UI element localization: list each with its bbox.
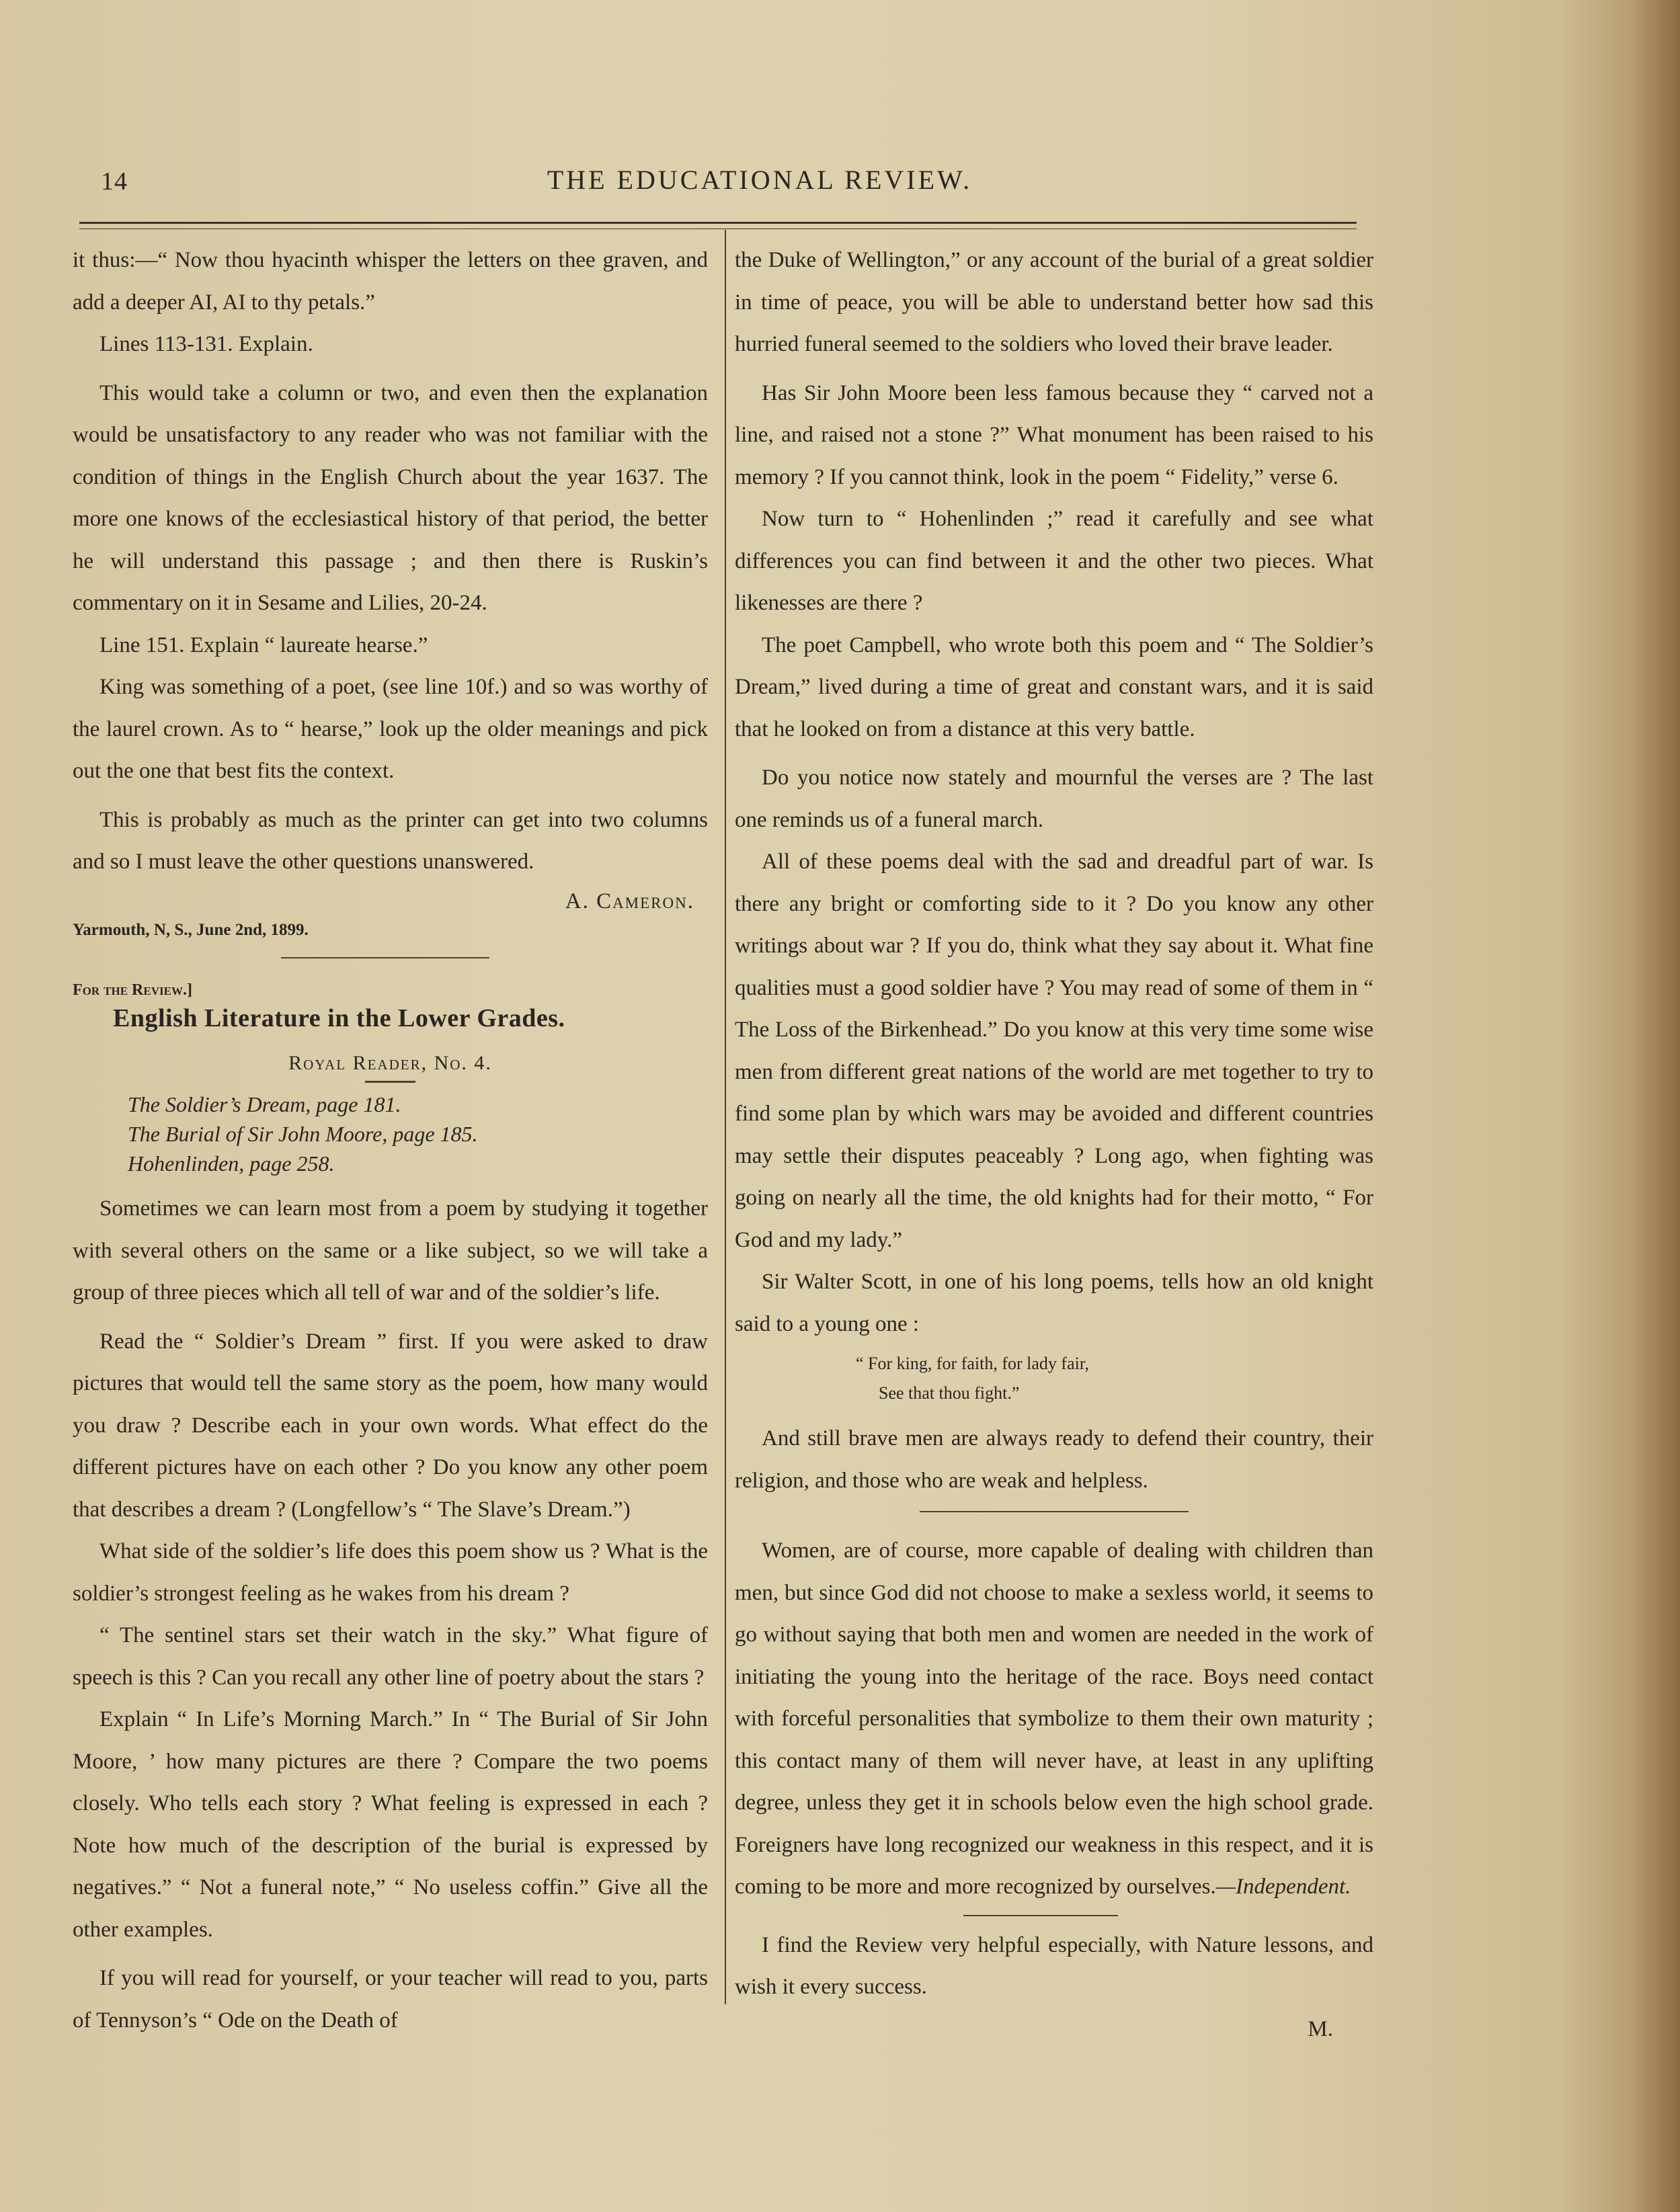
reference-item: The Burial of Sir John Moore, page 185. [128,1122,478,1146]
section-rule [281,957,489,958]
paragraph: If you will read for yourself, or your teacher will read to you, parts of Tennyson’s “ Ode on the Death of [73,1966,708,2033]
paragraph: Line 151. Explain “ laureate hearse.” [99,632,428,657]
paragraph: Explain “ In Life’s Morning March.” In “ The Burial of Sir John Moore, ’ how many pictures are there ? Compare the two poems closely. Who tells each story ? What feeling is expressed in each ? Note how much of the description of the burial is expressed by negatives.” “ Not a funeral note,” “ No useless coffin.” Give all the other examples. [73,1707,708,1942]
for-review-tag: For the Review.] [73,981,192,999]
right-column [735,239,1373,2050]
paragraph: Lines 113-131. Explain. [99,332,313,356]
paragraph: the Duke of Wellington,” or any account of the burial of a great soldier in time of peace, you will be able to understand better how sad this hurried funeral seemed to the soldiers who loved their brave leader. [735,248,1373,356]
dateline: Yarmouth, N, S., June 2nd, 1899. [73,921,309,939]
verse-line: “ For king, for faith, for lady fair, [856,1354,1089,1373]
paragraph: What side of the soldier’s life does this poem show us ? What is the soldier’s strongest feeling as he wakes from his dream ? [73,1539,708,1606]
paragraph: Now turn to “ Hohenlinden ;” read it carefully and see what differences you can find between it and the other two pieces. What likenesses are there ? [735,507,1373,615]
paragraph-text: Women, are of course, more capable of dealing with children than men, but since God did not choose to make a sexless world, it seems to go without saying that both men and women are needed in the work of initiating the young into the heritage of the race. Boys need contact with forceful personalities that symbolize to them their own maturity ; this contact many of them will never have, at least in any uplifting degree, unless they get it in schools below even the high school grade. Foreigners have long recognized our weakness in this respect, and it is coming to be more and more recognized by ourselves. [735,1539,1373,1899]
paragraph: Sir Walter Scott, in one of his long poems, tells how an old knight said to a young one : [735,1270,1373,1336]
left-column [73,239,708,2041]
paragraph: Has Sir John Moore been less famous because they “ carved not a line, and raised not a stone ?” What monument has been raised to his memory ? If you cannot think, look in the poem “ Fidelity,” verse 6. [735,380,1373,489]
paragraph: “ The sentinel stars set their watch in the sky.” What figure of speech is this ? Can you recall any other line of poetry about the stars ? [73,1623,708,1690]
section-rule [920,1511,1189,1512]
paragraph: The poet Campbell, who wrote both this poem and “ The Soldier’s Dream,” lived during a time of great and constant wars, and it is said that he looked on from a distance at this very battle. [735,632,1373,741]
paragraph: Sometimes we can learn most from a poem by studying it together with several others on the same or a like subject, so we will take a group of three pieces which all tell of war and of the soldier’s life. [73,1196,708,1305]
verse-line: See that thou fight.” [879,1383,1020,1403]
paragraph [735,1530,1373,1908]
page-number: 14 [101,167,128,196]
paragraph: This is probably as much as the printer can get into two columns and so I must leave the other questions unanswered. [73,807,708,874]
section-rule [963,1915,1118,1916]
paragraph: it thus:—“ Now thou hyacinth whisper the letters on thee graven, and add a deeper AI, AI to thy petals.” [73,248,708,315]
verse-quote [735,1349,1373,1408]
paragraph: Read the “ Soldier’s Dream ” first. If you were asked to draw pictures that would tell the same story as the poem, how many would you draw ? Describe each in your own words. What effect do the different pictures have on each other ? Do you know any other poem that describes a dream ? (Longfellow’s “ The Slave’s Dream.”) [73,1329,708,1522]
article-subhead: Royal Reader, No. 4. [288,1052,492,1074]
closing-signature-line [735,2008,1373,2051]
paragraph: King was something of a poet, (see line 10f.) and so was worthy of the laurel crown. As to “ hearse,” look up the older meanings and pick out the one that best fits the context. [73,675,708,783]
author-signature: A. Cameron. [565,889,694,913]
paragraph: I find the Review very helpful especially, with Nature lessons, and wish it every success. [735,1932,1373,1999]
article-heading: English Literature in the Lower Grades. [113,1004,565,1032]
reference-item: The Soldier’s Dream, page 181. [128,1092,401,1116]
paragraph: And still brave men are always ready to defend their country, their religion, and those who are weak and helpless. [735,1426,1373,1493]
running-title: THE EDUCATIONAL REVIEW. [547,165,973,195]
header-rule [79,222,1357,224]
column-divider [725,230,726,2004]
paragraph: All of these poems deal with the sad and dreadful part of war. Is there any bright or comforting side to it ? Do you know any other writings about war ? If you do, think what they say about it. What fine qualities must a good soldier have ? You may read of some of them in “ The Loss of the Birkenhead.” Do you know at this very time some wise men from different great nations of the world are met together to try to find some plan by which wars may be avoided and different countries may settle their disputes peaceably ? Long ago, when fighting was going on nearly all the time, the old knights had for their motto, “ For God and my lady.” [735,850,1373,1252]
source-credit: —Independent. [1215,1875,1351,1899]
paragraph: This would take a column or two, and even then the explanation would be unsatisfactory to any reader who was not familiar with the condition of things in the English Church about the year 1637. The more one knows of the ecclesiastical history of that period, the better he will understand this passage ; and then there is Ruskin’s commentary on it in Sesame and Lilies, 20-24. [73,380,708,615]
closing-signature: M. [1308,2016,1333,2041]
reference-item: Hohenlinden, page 258. [128,1151,335,1176]
poem-references [73,1090,708,1178]
paragraph: Do you notice now stately and mournful the verses are ? The last one reminds us of a funeral march. [735,766,1373,832]
